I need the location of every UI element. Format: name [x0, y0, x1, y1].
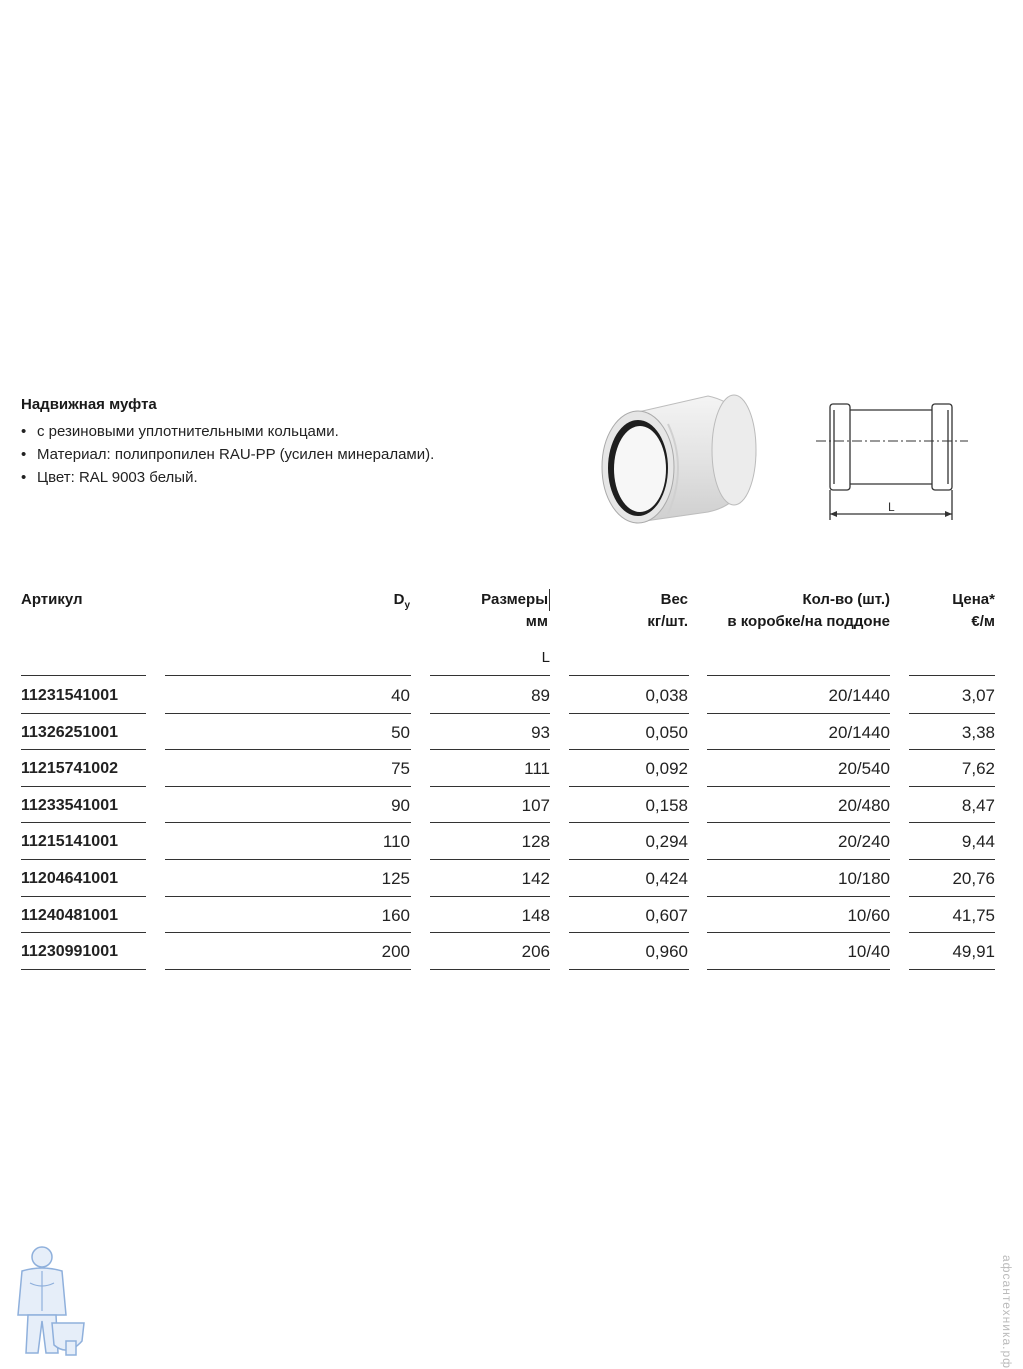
cell-price: 3,07: [961, 686, 995, 705]
cell-qty: 10/180: [838, 869, 890, 888]
cell-length: 142: [521, 869, 550, 888]
cell-qty: 20/240: [838, 832, 890, 852]
cell-price: 41,75: [952, 905, 995, 925]
table-row: [0, 714, 1023, 750]
cell-dn: 200: [381, 942, 410, 962]
table-row: [0, 860, 1023, 896]
cell-article: 11233541001: [21, 796, 118, 814]
header-size-line2: мм: [525, 613, 548, 630]
header-qty-line1: Кол-во (шт.): [802, 591, 890, 608]
cell-article: 11326251001: [21, 723, 118, 741]
cell-price: 20,76: [952, 869, 995, 888]
header-price: [910, 589, 995, 633]
cell-price: 8,47: [961, 795, 995, 815]
header-dn-main: D: [393, 591, 405, 608]
cell-article: 11240481001: [21, 906, 118, 924]
cell-dn: 125: [381, 869, 410, 888]
cell-weight: 0,294: [645, 832, 688, 852]
header-size: [440, 589, 548, 633]
header-price-line1: Цена*: [952, 591, 995, 608]
row-divider: [707, 969, 890, 970]
feature-list: [21, 420, 434, 489]
product-title: Надвижная муфта: [21, 396, 157, 413]
cell-qty: 20/480: [838, 795, 890, 815]
header-weight: [580, 589, 688, 633]
cell-weight: 0,158: [645, 795, 688, 815]
header-qty-line2: в коробке/на поддоне: [727, 613, 890, 630]
coupling-drawing: [812, 392, 972, 522]
table-row: [0, 933, 1023, 969]
table-row: [0, 677, 1023, 713]
header-size-line1: Размеры: [481, 591, 548, 608]
cell-qty: 20/1440: [828, 722, 890, 742]
table-row: [0, 787, 1023, 823]
cell-price: 3,38: [961, 722, 995, 742]
cell-weight: 0,960: [645, 942, 688, 962]
feature-text: Цвет: RAL 9003 белый.: [37, 469, 198, 486]
plumber-mascot-logo: [8, 1245, 88, 1363]
cell-price: 49,91: [952, 942, 995, 962]
row-divider: [909, 969, 995, 970]
cell-length: 107: [521, 795, 550, 815]
header-size-sub: L: [541, 649, 550, 666]
cell-weight: 0,607: [645, 905, 688, 925]
feature-text: с резиновыми уплотнительными кольцами.: [37, 423, 339, 440]
cell-qty: 20/1440: [828, 686, 890, 705]
cell-weight: 0,092: [645, 759, 688, 779]
header-weight-line1: Вес: [660, 591, 688, 608]
cell-weight: 0,050: [645, 722, 688, 742]
cell-dn: 110: [382, 832, 410, 852]
cell-article: 11215141001: [21, 833, 118, 851]
cell-article: 11231541001: [21, 687, 118, 704]
feature-text: Материал: полипропилен RAU-PP (усилен минералами).: [37, 446, 435, 463]
header-price-line2: €/м: [971, 613, 995, 630]
cell-weight: 0,038: [645, 686, 688, 705]
header-marker: [549, 589, 550, 611]
cell-length: 128: [521, 832, 550, 852]
cell-article: 11230991001: [21, 943, 118, 961]
cell-price: 7,62: [961, 759, 995, 779]
row-divider: [165, 969, 411, 970]
cell-dn: 50: [391, 722, 410, 742]
cell-article: 11215741002: [21, 760, 118, 778]
cell-length: 89: [531, 686, 550, 705]
table-row: [0, 897, 1023, 933]
cell-length: 111: [524, 759, 550, 779]
table-row: [0, 750, 1023, 786]
cell-qty: 10/60: [847, 905, 890, 925]
watermark-text: афсантехника.рф: [1000, 1255, 1014, 1369]
cell-article: 11204641001: [21, 870, 118, 887]
header-article: Артикул: [21, 591, 83, 608]
dimension-label: L: [888, 500, 895, 514]
cell-length: 93: [531, 722, 550, 742]
header-dn-sub: у: [404, 600, 410, 611]
header-dn: [340, 589, 410, 617]
cell-dn: 40: [391, 686, 410, 705]
feature-item: • Цвет: RAL 9003 белый.: [21, 469, 198, 486]
cell-qty: 10/40: [847, 942, 890, 962]
row-divider: [21, 969, 146, 970]
table-row: [0, 823, 1023, 859]
cell-dn: 75: [391, 759, 410, 779]
cell-dn: 90: [391, 795, 410, 815]
coupling-photo: [598, 384, 778, 534]
cell-price: 9,44: [961, 832, 995, 852]
cell-dn: 160: [381, 905, 410, 925]
cell-qty: 20/540: [838, 759, 890, 779]
feature-item: • с резиновыми уплотнительными кольцами.: [21, 423, 339, 440]
row-divider: [430, 969, 550, 970]
cell-length: 206: [521, 942, 550, 962]
row-divider: [569, 969, 689, 970]
cell-length: 148: [521, 905, 550, 925]
header-qty: [700, 589, 890, 633]
feature-item: • Материал: полипропилен RAU-PP (усилен минералами).: [21, 446, 435, 463]
header-weight-line2: кг/шт.: [647, 613, 688, 630]
cell-weight: 0,424: [645, 869, 688, 888]
